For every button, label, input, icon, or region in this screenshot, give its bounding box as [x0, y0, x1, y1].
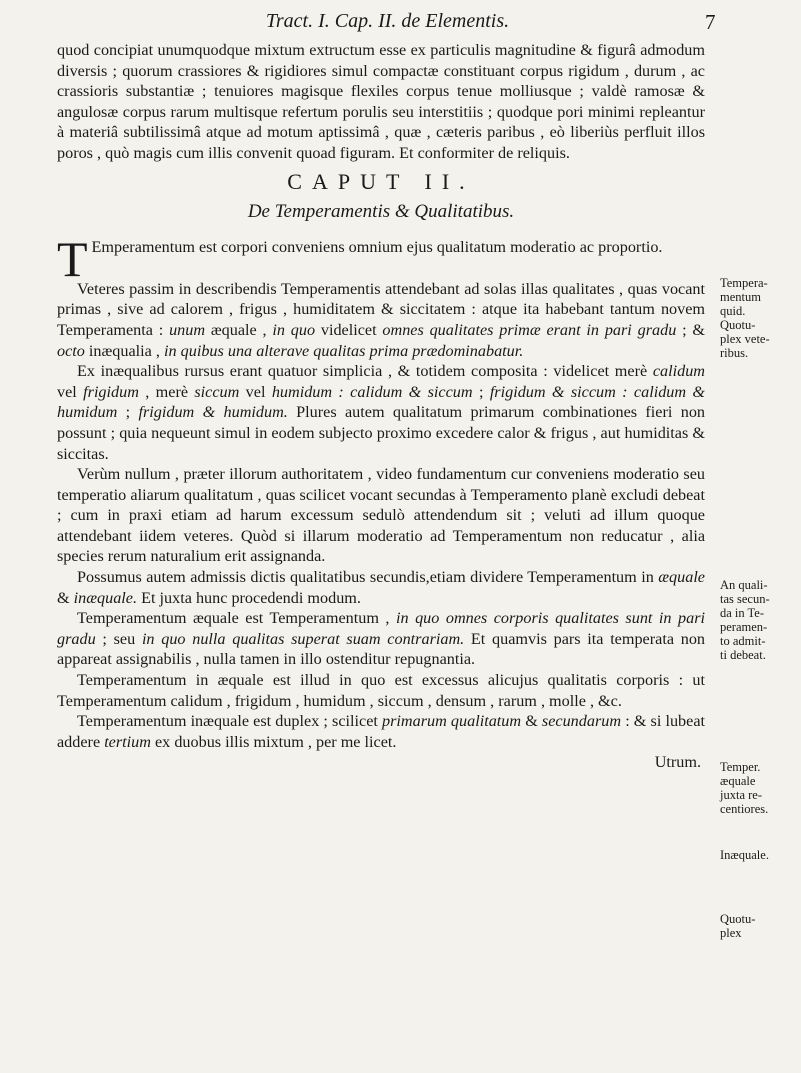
paragraph-continued: quod concipiat unumquodque mixtum extructum esse ex particulis magnitudine & figurâ admodum diversis ; quorum crassiores & rigidiores simul compactæ constituant corpus rigidum , durum , ac crassioris substantiæ ; tenuiores magisque flexiles corpus tenue molliusque ; valdè ramosæ & angulosæ corpus rarum multisque refertum porulis seu interstitiis ; quodque pori minimi repleantur à materiâ subtilissimâ atque ad motum aptissimâ , quæ , cæteris paribus , eò liberiùs perfluit illos poros , quò magis cum illis convenit quoad figuram. Et conformiter de reliquis. — [57, 41, 705, 162]
definition-paragraph — [57, 230, 705, 287]
catchword: Utrum. — [654, 753, 701, 772]
definition-text: Emperamentum est corpori conveniens omnium ejus qualitatum moderatio ac proportio. — [91, 237, 663, 256]
inaequalibus-paragraph: Ex inæqualibus rursus erant quatuor simplicia , & totidem composita : videlicet merè calidum vel frigidum , merè siccum vel humidum : calidum & siccum ; frigidum & siccum : calidum & humidum ; frigidum & humidum. Plures autem qualitatum primarum combinationes fieri non possunt ; quia nequeunt simul in eodem subjecto proximo excedere calor & frigus , aut humiditas & siccitas. — [57, 362, 706, 463]
chapter-title: De Temperamentis & Qualitatibus. — [247, 201, 515, 223]
running-head: Tract. I. Cap. II. de Elementis. — [265, 10, 510, 32]
margin-note-inaequale: Inæquale. — [720, 848, 769, 862]
margin-note-aequale: Temper. æquale juxta re- centiores. — [720, 760, 769, 816]
duplex-paragraph: Temperamentum inæquale est duplex ; scilicet primarum qualitatum & secundarum : & si lubeat addere tertium ex duobus illis mixtum , per me licet. — [57, 712, 706, 751]
verum-paragraph: Verùm nullum , præter illorum authoritatem , video fundamentum cur conveniens moderatio seu temperatio aliarum qualitatum , quas scilicet vocant secundas à Temperamento planè excludi debeat ; cum in praxi etiam ad harum excessum sedulò attendendum sit ; veluti ad illum quoque attendebant iidem veteres. Quòd si illarum moderatio ad Temperamentum non reducatur , alia species rerum naturalium erit assignanda. — [57, 465, 705, 566]
drop-cap: T — [57, 230, 88, 287]
margin-note-temperamentum: Tempera- mentum quid. Quotu- plex vete- ribus. — [720, 276, 770, 360]
margin-note-qualitas-secunda: An quali- tas secun- da in Te- peramen- to admit- ti debeat. — [720, 578, 770, 662]
margin-note-quotuplex: Quotu- plex — [720, 912, 756, 940]
caput-heading: CAPUT II. — [287, 168, 475, 194]
page-number: 7 — [705, 10, 716, 34]
aequale-paragraph: Temperamentum æquale est Temperamentum , in quo omnes corporis qualitates sunt in pari gradu ; seu in quo nulla qualitas superat suam contrariam. Et quamvis pars ita temperata non appareat assignabilis , nulla tamen in illo ostenditur repugnantia. — [57, 609, 706, 669]
possumus-paragraph: Possumus autem admissis dictis qualitatibus secundis,etiam dividere Temperamentum in æquale & inæquale. Et juxta hunc procedendi modum. — [57, 568, 705, 607]
inaequale-paragraph: Temperamentum in æquale est illud in quo est excessus alicujus qualitatis corporis : ut Temperamentum calidum , frigidum , humidum , siccum , densum , rarum , molle , &c. — [57, 671, 705, 710]
body-text — [57, 40, 705, 773]
veteres-paragraph: Veteres passim in describendis Temperamentis attendebant ad solas illas qualitates , quas vocant primas , sive ad calorem , frigus , humiditatem & siccitatem : atque ita habebant tantum novem Temperamenta : unum æquale , in quo videlicet omnes qualitates primæ erant in pari gradu ; & octo inæqualia , in quibus una alterave qualitas prima prædominabatur. — [57, 279, 706, 360]
